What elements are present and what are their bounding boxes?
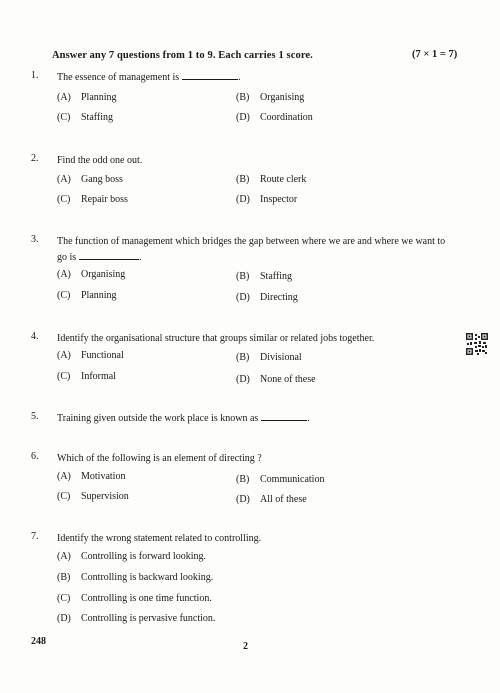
option-4a: (A) Functional (57, 350, 124, 361)
option-3b: (B) Staffing (236, 271, 293, 282)
question-number: 1. (31, 70, 39, 81)
option-6a: (A) Motivation (57, 471, 126, 482)
qr-code-icon (466, 333, 488, 355)
paper-code: 248 (31, 636, 46, 647)
option-1b: (B) Organising (236, 92, 305, 103)
instruction-text: Answer any 7 questions from 1 to 9. Each carries 1 score. (52, 50, 313, 61)
question-text: Which of the following is an element of directing ? (57, 453, 262, 464)
option-2a: (A) Gang boss (57, 174, 123, 185)
option-3c: (C) Planning (57, 290, 117, 301)
question-number: 4. (31, 331, 39, 342)
option-1a: (A) Planning (57, 92, 117, 103)
option-2b: (B) Route clerk (236, 174, 307, 185)
option-4d: (D) None of these (236, 374, 316, 385)
option-7a: (A) Controlling is forward looking. (57, 551, 206, 562)
option-6c: (C) Supervision (57, 491, 129, 502)
answer-blank (261, 420, 307, 421)
question-text: Find the odd one out. (57, 155, 143, 166)
question-number: 2. (31, 153, 39, 164)
answer-blank (79, 259, 139, 260)
option-1d: (D) Coordination (236, 112, 313, 123)
answer-blank (182, 79, 238, 80)
question-number: 7. (31, 531, 39, 542)
option-3d: (D) Directing (236, 292, 298, 303)
option-4c: (C) Informal (57, 371, 116, 382)
option-7d: (D) Controlling is pervasive function. (57, 613, 216, 624)
question-text: The function of management which bridges the gap between where we are and where we want to go is . (57, 236, 446, 263)
page-number: 2 (243, 641, 248, 652)
option-6b: (B) Communication (236, 474, 325, 485)
marks-total: (7 × 1 = 7) (412, 49, 458, 60)
question-number: 6. (31, 451, 39, 462)
option-2c: (C) Repair boss (57, 194, 128, 205)
option-4b: (B) Divisional (236, 352, 302, 363)
option-7b: (B) Controlling is backward looking. (57, 572, 214, 583)
option-6d: (D) All of these (236, 494, 307, 505)
option-7c: (C) Controlling is one time function. (57, 593, 212, 604)
option-1c: (C) Staffing (57, 112, 114, 123)
question-number: 3. (31, 234, 39, 245)
question-text: The essence of management is . (57, 72, 241, 83)
question-text: Identify the organisational structure that groups similar or related jobs together. (57, 333, 375, 344)
question-number: 5. (31, 411, 39, 422)
option-3a: (A) Organising (57, 269, 126, 280)
question-text: Training given outside the work place is known as . (57, 413, 310, 424)
question-text: Identify the wrong statement related to controlling. (57, 533, 262, 544)
option-2d: (D) Inspector (236, 194, 298, 205)
